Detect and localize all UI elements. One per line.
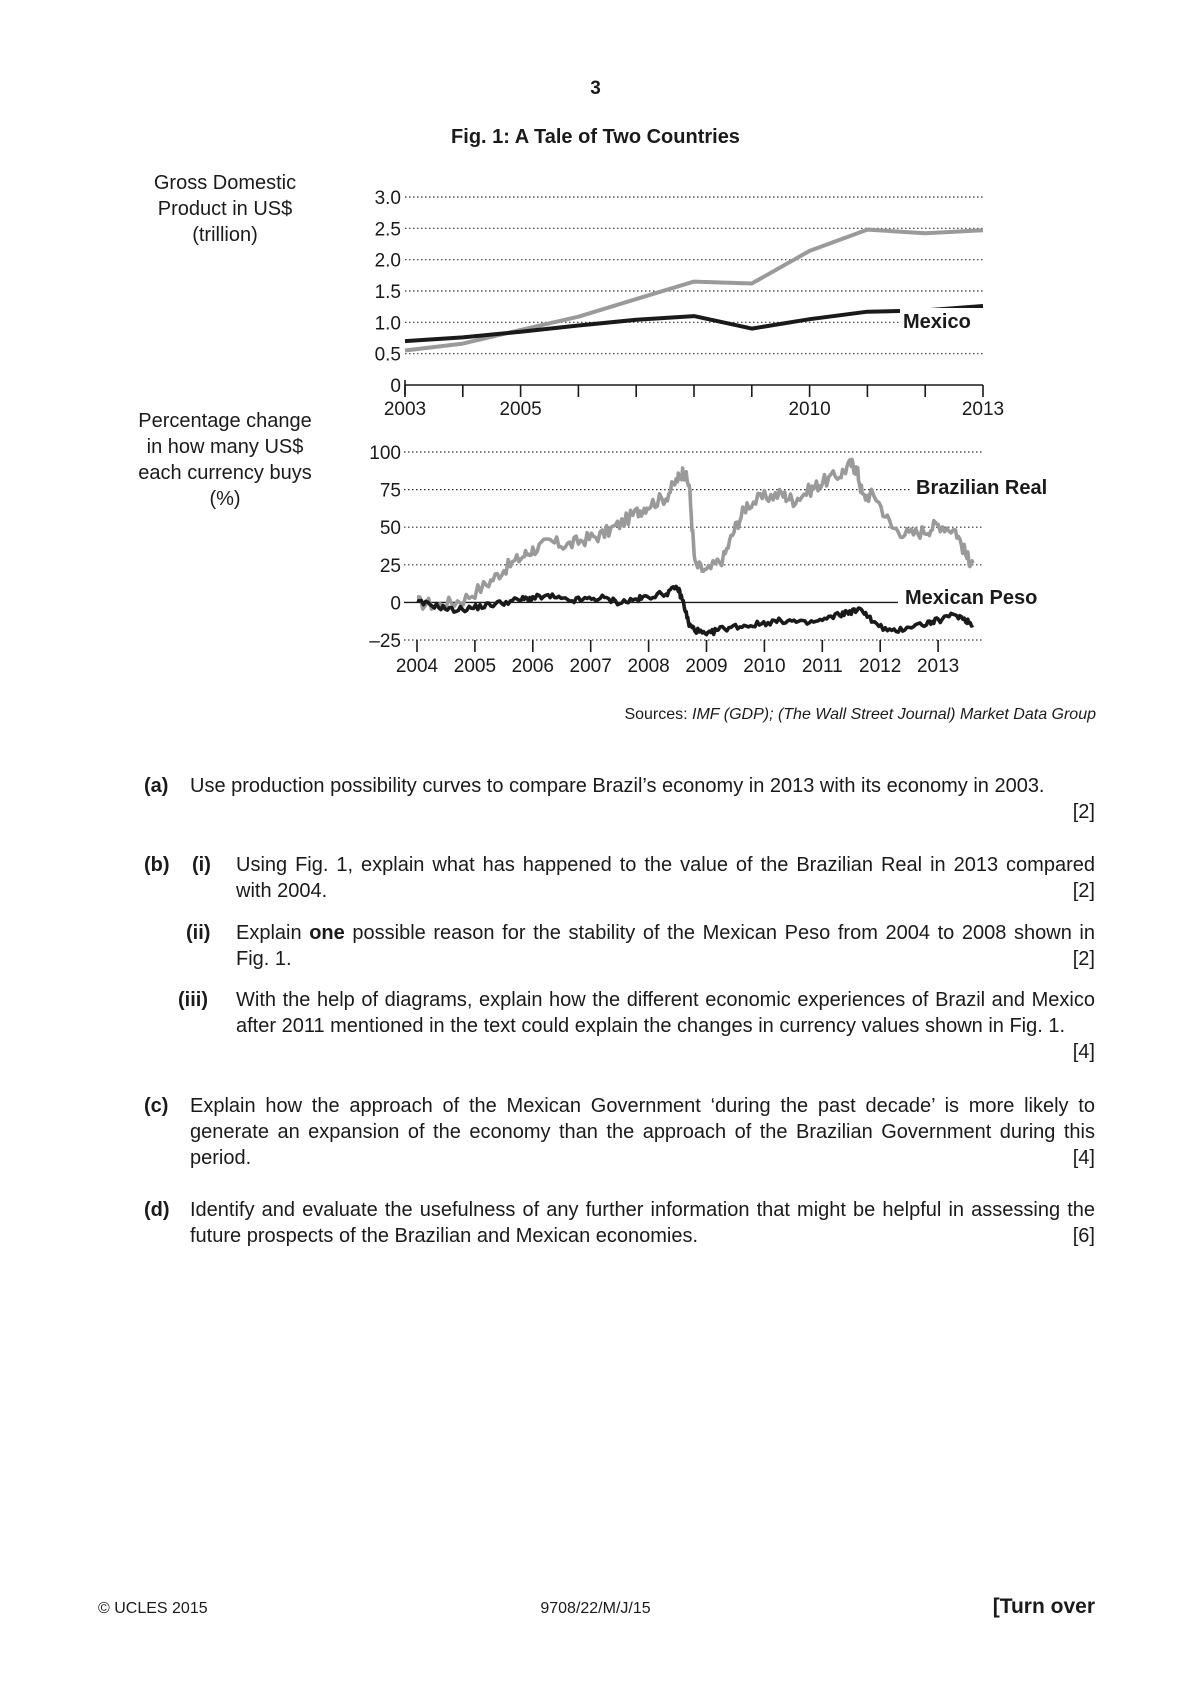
subquestion-label: (i) xyxy=(192,854,211,876)
gdp-y-tick-label: 1.5 xyxy=(374,282,401,303)
question-a-text: Use production possibility curves to compare Brazil’s economy in 2013 with its economy in 2003. xyxy=(190,775,1045,797)
mexican-peso-series-label: Mexican Peso xyxy=(905,587,1038,609)
currency-y-tick-label: 50 xyxy=(379,518,401,540)
currency-x-tick-label: 2008 xyxy=(627,656,670,677)
question-marks: [6] xyxy=(1072,1225,1095,1247)
gdp-x-tick-label: 2005 xyxy=(499,399,542,420)
question-marks: [4] xyxy=(1072,1147,1095,1169)
gdp-y-tick-label: 2.0 xyxy=(374,250,401,272)
page-number: 3 xyxy=(590,78,601,99)
currency-y-tick-label: 0 xyxy=(390,593,401,615)
currency-x-tick-label: 2012 xyxy=(859,656,902,677)
question-b-ii-text-after: possible reason for the stability of the Mexican Peso from 2004 to 2008 shown in Fig. 1. xyxy=(236,922,1096,970)
footer-turn-over: [Turn over xyxy=(992,1595,1095,1618)
gdp-axis-label-line: Product in US$ xyxy=(157,198,293,220)
question-text xyxy=(190,1093,1095,1171)
gdp-y-tick-label: 3.0 xyxy=(374,188,401,209)
currency-y-tick-label: 25 xyxy=(379,555,401,577)
mexico-series-label: Mexico xyxy=(903,311,971,333)
gdp-axis-label-line: Gross Domestic xyxy=(153,172,297,194)
figure-sources xyxy=(624,706,1096,724)
currency-series-line-mexican-peso xyxy=(417,586,973,634)
question-d-text: Identify and evaluate the usefulness of any further information that might be helpful in assessing the future prospects of the Brazilian and Mexican economies. xyxy=(190,1199,1095,1247)
currency-x-tick-label: 2006 xyxy=(511,656,554,677)
footer-paper-code: 9708/22/M/J/15 xyxy=(540,1600,651,1617)
currency-x-tick-label: 2004 xyxy=(395,656,439,677)
currency-series-line-brazilian-real xyxy=(417,459,973,609)
question-text xyxy=(236,987,1095,1039)
figure-charts xyxy=(0,0,1191,700)
currency-axis-label-line: each currency buys xyxy=(138,462,312,484)
gdp-y-tick-label: 0 xyxy=(390,376,401,397)
gdp-y-tick-label: 2.5 xyxy=(374,219,401,241)
gdp-series-line-mexico xyxy=(405,306,983,341)
question-marks: [2] xyxy=(1072,880,1095,902)
currency-y-tick-label: 100 xyxy=(369,443,401,464)
currency-x-tick-label: 2009 xyxy=(685,656,728,677)
question-c-text: Explain how the approach of the Mexican Government ‘during the past decade’ is more likely to generate an expansion of the economy than the approach of the Brazilian Government during this period. xyxy=(190,1095,1095,1169)
currency-x-tick-label: 2007 xyxy=(569,656,612,677)
question-b-ii-text-bold: one xyxy=(309,922,345,944)
question-label: (d) xyxy=(144,1199,170,1221)
currency-axis-label-line: Percentage change xyxy=(138,410,312,432)
gdp-x-tick-label: 2013 xyxy=(961,399,1005,420)
currency-x-tick-label: 2005 xyxy=(453,656,497,677)
sources-prefix: Sources: xyxy=(624,706,693,723)
question-marks: [4] xyxy=(1072,1041,1095,1063)
subquestion-label: (iii) xyxy=(178,989,208,1011)
question-label: (c) xyxy=(144,1095,169,1117)
question-text xyxy=(190,773,1095,799)
currency-x-tick-label: 2010 xyxy=(743,656,786,677)
question-text xyxy=(236,920,1095,972)
gdp-y-tick-label: 1.0 xyxy=(374,313,401,335)
footer-copyright: © UCLES 2015 xyxy=(98,1600,208,1617)
currency-y-tick-label: 75 xyxy=(379,480,401,502)
gdp-y-tick-label: 0.5 xyxy=(374,344,401,366)
gdp-series-line-brazil xyxy=(405,230,983,351)
gdp-x-tick-label: 2010 xyxy=(788,399,831,420)
question-b-ii-text-before: Explain xyxy=(236,922,310,944)
question-b-iii-text: With the help of diagrams, explain how the different economic experiences of Brazil and Mexico after 2011 mentioned in the text could explain the changes in currency values shown in Fig. 1. xyxy=(236,989,1095,1037)
gdp-x-tick-label: 2003 xyxy=(383,399,427,420)
currency-axis-label-line: in how many US$ xyxy=(146,436,304,458)
brazilian-real-series-label: Brazilian Real xyxy=(916,477,1048,499)
currency-x-tick-label: 2013 xyxy=(916,656,960,677)
question-text xyxy=(236,852,1095,904)
subquestion-label: (ii) xyxy=(186,922,211,944)
question-label: (b) xyxy=(144,854,170,876)
question-label: (a) xyxy=(144,775,169,797)
currency-x-tick-label: 2011 xyxy=(801,656,843,677)
sources-body: IMF (GDP); (The Wall Street Journal) Market Data Group xyxy=(692,706,1096,723)
gdp-axis-label-line: (trillion) xyxy=(192,224,258,246)
question-marks: [2] xyxy=(1072,801,1095,823)
question-marks: [2] xyxy=(1072,948,1095,970)
currency-axis-label-line: (%) xyxy=(209,488,241,510)
question-b-i-text: Using Fig. 1, explain what has happened to the value of the Brazilian Real in 2013 compared with 2004. xyxy=(236,854,1095,902)
question-text xyxy=(190,1197,1095,1249)
figure-title: Fig. 1: A Tale of Two Countries xyxy=(451,126,740,148)
currency-y-tick-label: –25 xyxy=(369,631,401,652)
